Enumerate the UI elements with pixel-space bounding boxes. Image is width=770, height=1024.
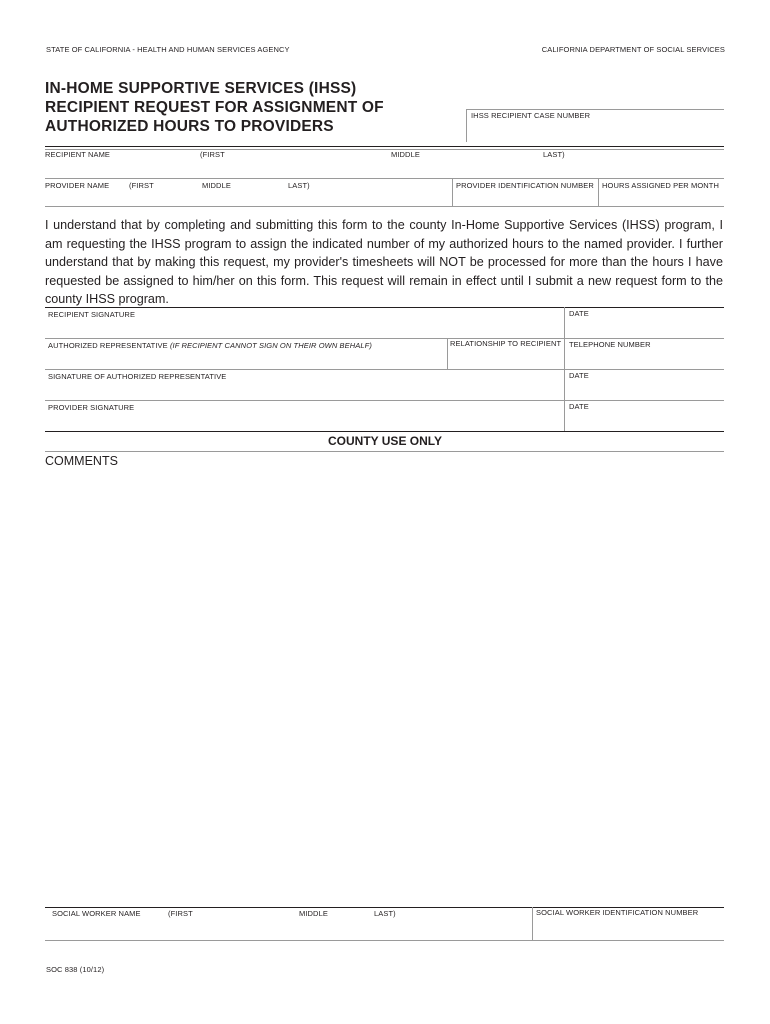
form-title-line-2: RECIPIENT REQUEST FOR ASSIGNMENT OF bbox=[45, 99, 384, 116]
social-worker-name-label: SOCIAL WORKER NAME bbox=[52, 909, 141, 918]
provider-id-divider bbox=[452, 178, 453, 206]
authorized-representative-field[interactable] bbox=[48, 341, 443, 367]
agency-right: CALIFORNIA DEPARTMENT OF SOCIAL SERVICES bbox=[541, 45, 725, 54]
social-worker-row-bottom-line bbox=[45, 940, 724, 941]
provider-row-bottom-line bbox=[45, 206, 724, 207]
provider-signature-row-top-line bbox=[45, 400, 724, 401]
provider-row-top-line bbox=[45, 178, 724, 179]
social-worker-last-label: LAST) bbox=[374, 909, 396, 918]
provider-last-label: LAST) bbox=[288, 181, 310, 190]
recipient-last-label: LAST) bbox=[543, 150, 565, 159]
relationship-field[interactable]: RELATIONSHIP TO RECIPIENT bbox=[450, 339, 562, 348]
form-title-line-3: AUTHORIZED HOURS TO PROVIDERS bbox=[45, 118, 334, 135]
signature-block-top-line bbox=[45, 307, 724, 308]
provider-name-field[interactable] bbox=[45, 181, 450, 206]
agency-left: STATE OF CALIFORNIA - HEALTH AND HUMAN SERVICES AGENCY bbox=[46, 45, 290, 54]
statement-paragraph: I understand that by completing and submitting this form to the county In-Home Supportive Services (IHSS) program, I am requesting the IHSS program to assign the indicated number of my authorized hours to the named provider. I further understand that by making this request, my provider's timesheets will NOT be processed for more than the hours I have requested be assigned to him/her on this form. This request will remain in effect until I submit a new request form to the county IHSS program. bbox=[45, 218, 723, 307]
social-worker-name-field[interactable] bbox=[52, 909, 528, 937]
recipient-name-label: RECIPIENT NAME bbox=[45, 150, 111, 159]
recipient-middle-label: MIDDLE bbox=[391, 150, 420, 159]
form-title-line-1: IN-HOME SUPPORTIVE SERVICES (IHSS) bbox=[45, 80, 357, 97]
signature-block-bottom-line bbox=[45, 431, 724, 432]
recipient-name-field[interactable] bbox=[45, 150, 724, 178]
provider-id-field[interactable]: PROVIDER IDENTIFICATION NUMBER bbox=[456, 181, 594, 190]
auth-rep-signature-row-top-line bbox=[45, 369, 724, 370]
authorized-representative-label: AUTHORIZED REPRESENTATIVE bbox=[48, 341, 168, 350]
auth-rep-signature-field[interactable]: SIGNATURE OF AUTHORIZED REPRESENTATIVE bbox=[48, 372, 227, 381]
county-use-only-heading: COUNTY USE ONLY bbox=[327, 434, 443, 448]
case-number-field[interactable]: IHSS RECIPIENT CASE NUMBER bbox=[471, 111, 591, 120]
hours-assigned-field[interactable]: HOURS ASSIGNED PER MONTH bbox=[602, 181, 719, 190]
social-worker-id-divider bbox=[532, 907, 533, 940]
county-heading-underline bbox=[45, 451, 724, 452]
provider-middle-label: MIDDLE bbox=[202, 181, 231, 190]
authorized-representative-note: (IF RECIPIENT CANNOT SIGN ON THEIR OWN BEHALF) bbox=[169, 341, 372, 350]
provider-first-label: (FIRST bbox=[129, 181, 154, 190]
social-worker-middle-label: MIDDLE bbox=[299, 909, 328, 918]
social-worker-first-label: (FIRST bbox=[168, 909, 193, 918]
recipient-signature-field[interactable]: RECIPIENT SIGNATURE bbox=[48, 310, 136, 319]
form-title bbox=[45, 79, 384, 136]
comments-area[interactable] bbox=[45, 472, 724, 902]
provider-signature-field[interactable]: PROVIDER SIGNATURE bbox=[48, 403, 135, 412]
comments-label: COMMENTS bbox=[45, 454, 118, 468]
auth-rep-row-top-line bbox=[45, 338, 724, 339]
case-number-left-line bbox=[466, 109, 467, 142]
social-worker-id-field[interactable]: SOCIAL WORKER IDENTIFICATION NUMBER bbox=[536, 908, 699, 917]
case-number-top-line bbox=[466, 109, 724, 110]
hours-divider bbox=[598, 178, 599, 206]
form-number: SOC 838 (10/12) bbox=[46, 965, 105, 974]
provider-signature-date-field[interactable]: DATE bbox=[569, 402, 589, 411]
recipient-signature-date-field[interactable]: DATE bbox=[569, 309, 589, 318]
telephone-field[interactable]: TELEPHONE NUMBER bbox=[569, 340, 651, 349]
recipient-first-label: (FIRST bbox=[200, 150, 225, 159]
provider-name-label: PROVIDER NAME bbox=[45, 181, 110, 190]
relationship-divider bbox=[447, 338, 448, 369]
auth-rep-signature-date-field[interactable]: DATE bbox=[569, 371, 589, 380]
recipient-name-top-line bbox=[45, 146, 724, 147]
